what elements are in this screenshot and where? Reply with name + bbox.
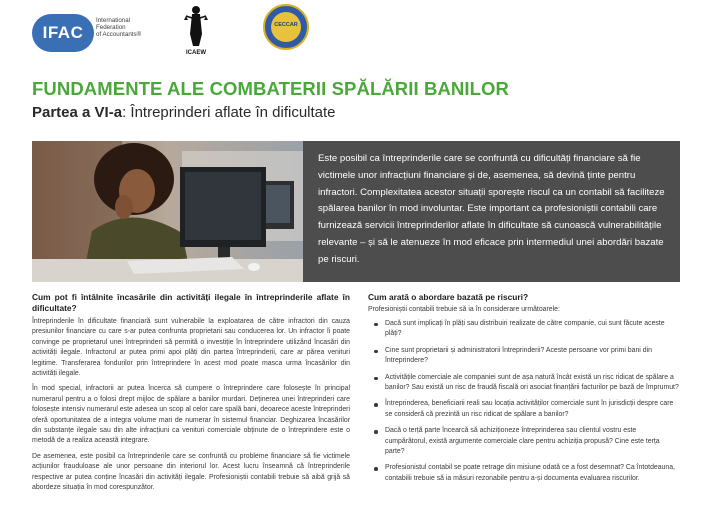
checklist-item: Întreprinderea, beneficiarii reali sau locația activităților comerciale sunt în jurisdicții despre care se consideră că prezintă un risc ridicat de spălare a banilor?	[368, 399, 680, 420]
ifac-logo-tagline: International Federation of Accountants®	[96, 17, 142, 39]
icaew-label: ICAEW	[186, 50, 206, 56]
left-paragraph: Întreprinderile în dificultate financiară sunt vulnerabile la exploatarea de către infractori din cauza presiunilor financiare cu care s-ar putea confrunta proprietarii sau conducerea lor. Un infractor îi poate convinge pe proprietarul unei întreprinderi să permită o investiție în întreprindere utilizând încasări din activități ilegale. Infractorul ar putea primi apoi plăți din partea întreprinderii, care ar părea venituri legitime. Transferarea fondurilor prin întreprindere în acest mod poate masca urma încasărilor din activități ilegale.	[32, 318, 350, 378]
ceccar-seal	[263, 4, 309, 50]
left-heading: Cum pot fi întâlnite încasările din activități ilegale în întreprinderile aflate în dificultate?	[32, 292, 350, 313]
right-heading: Cum arată o abordare bazată pe riscuri?	[368, 292, 529, 302]
page-subtitle	[32, 104, 336, 121]
office-photo	[32, 141, 303, 282]
right-column	[368, 292, 680, 490]
header-logos	[32, 2, 332, 58]
left-paragraph: În mod special, infractorii ar putea încerca să cumpere o întreprindere care folosește în principal numerarul pentru a o folosi drept mijloc de spălare a banilor murdari. Deținerea unei întreprinderi care folosește intensiv numerarul este adesea un scop al celor care spală bani, deoarece aceste întreprinderi oferă oportunitatea de a integra volume mari de numerar în sistemul financiar. Deghizarea încasărilor din substanțe ilegale sau din alte infracțiuni ca venituri comerciale obținute de o întreprindere este o metodă de a realiza această integrare.	[32, 385, 350, 445]
icaew-logo	[182, 4, 210, 56]
checklist-item: Profesionistul contabil se poate retrage din misiune odată ce a fost desemnat? Ca întotdeauna, contabilii trebuie să ia măsuri rezonabile pentru a-și documenta evaluarea riscurilor.	[368, 463, 680, 484]
ifac-logo-mark: IFAC	[32, 14, 94, 52]
page-title: FUNDAMENTE ALE COMBATERII SPĂLĂRII BANILOR	[32, 78, 509, 99]
intro-text: Este posibil ca întreprinderile care se confruntă cu dificultăți financiare să fie victimele unor infracțiuni financiare și de, asemenea, să devină ținte pentru infractori. Complexitatea acestor situații sporește riscul ca un contabil să faciliteze spălarea banilor în mod involuntar. Este important ca profesioniștii contabili care furnizează servicii întreprinderilor aflate în dificultate să cunoască vulnerabilitățile relevante – și să le atenueze în mod eficace prin intermediul unei abordări bazate pe riscuri.	[318, 153, 665, 265]
checklist-item: Dacă o terță parte încearcă să achiziționeze întreprinderea sau clientul vostru este cumpărătorul, există argumente comerciale clare pentru achiziția propusă? Cine este terța parte?	[368, 426, 680, 457]
checklist-item: Cine sunt proprietarii și administratorii întreprinderii? Aceste persoane vor primi bani din întreprindere?	[368, 346, 680, 367]
checklist-item: Activitățile comerciale ale companiei sunt de așa natură încât există un risc ridicat de spălare a banilor? Sau există un risc de fraudă fiscală ori asociat finanțării facturilor pe bază de împrumut?	[368, 373, 680, 394]
woman-at-computer-image	[32, 141, 303, 282]
subtitle-part: Partea a VI-a	[32, 104, 123, 121]
risk-checklist	[368, 319, 680, 484]
checklist-item: Dacă sunt implicați în plăți sau distribuiri realizate de către companie, cui sunt făcute aceste plăți?	[368, 319, 680, 340]
intro-box	[303, 141, 680, 282]
ifac-logo	[32, 14, 147, 54]
subtitle-topic: : Întreprinderi aflate în dificultate	[122, 104, 336, 121]
icaew-figure-icon	[182, 4, 210, 48]
right-intro: Profesioniștii contabili trebuie să ia în considerare următoarele:	[368, 305, 560, 313]
left-column	[32, 292, 350, 494]
ceccar-label: CECCAR	[274, 22, 298, 28]
left-paragraph: De asemenea, este posibil ca întreprinderile care se confruntă cu probleme financiare să fie victimele acțiunilor frauduloase ale unor persoane din interiorul lor. Acest lucru înseamnă că întreprinderile respective ar putea conține încasări din activități ilegale. Profesioniștii contabili trebuie să aibă grijă să abordeze situația în mod corespunzător.	[32, 452, 350, 492]
